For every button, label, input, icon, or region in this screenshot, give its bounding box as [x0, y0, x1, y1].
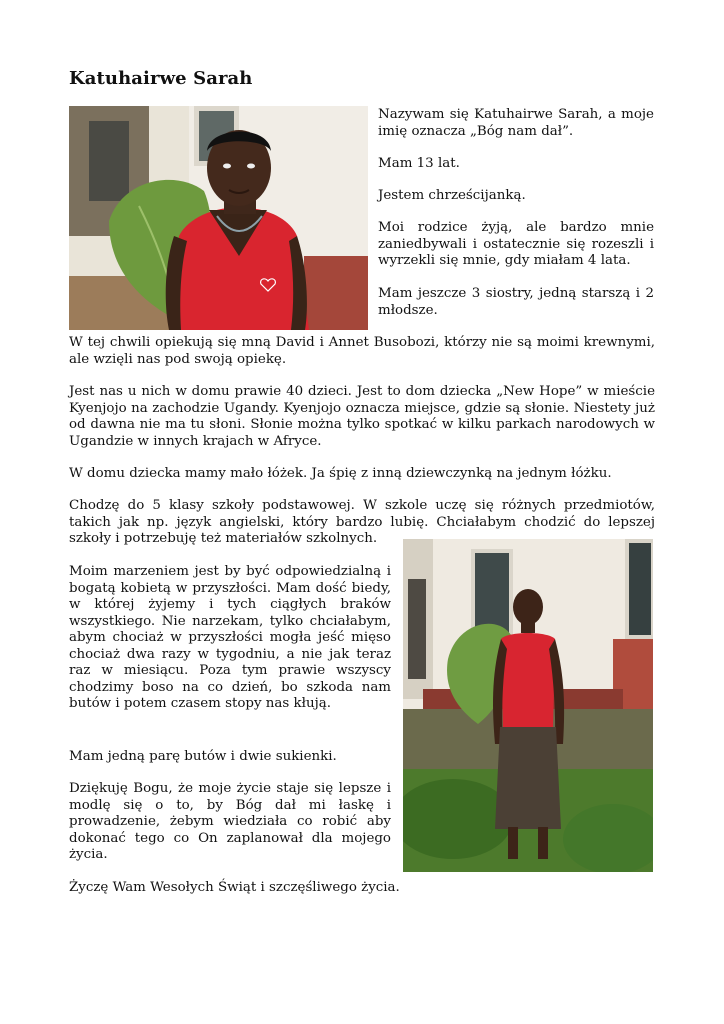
- intro-paragraph: Nazywam się Katuhairwe Sarah, a moje imię oznacza „Bóg nam dał”.: [378, 107, 654, 139]
- clothes-paragraph: Mam jedną parę butów i dwie sukienki.: [69, 749, 337, 764]
- faith-paragraph: Jestem chrześcijanką.: [378, 188, 526, 203]
- caretakers-paragraph: W tej chwili opiekują się mną David i Annet Busobozi, którzy nie są moimi krewnymi, ale wzięli nas pod swoją opiekę.: [69, 335, 655, 367]
- page-title: Katuhairwe Sarah: [69, 68, 253, 89]
- girl-full-body-photo: [403, 539, 653, 872]
- dream-paragraph: Moim marzeniem jest by być odpowiedzialną i bogatą kobietą w przyszłości. Mam dość biedy, w której żyjemy i tych ciągłych braków wszystkiego. Nie narzekam, tylko chciałabym, abym chociaż w przyszłości mogła jeść mięso chociaż dwa razy w tygodniu, a nie jak teraz raz w miesiącu. Poza tym prawie wszyscy chodzimy boso na co dzień, bo szkoda nam butów i potem czasem stopy nas kłują.: [69, 564, 391, 711]
- beds-paragraph: W domu dziecka mamy mało łóżek. Ja śpię z inną dziewczynką na jednym łóżku.: [69, 466, 612, 481]
- age-paragraph: Mam 13 lat.: [378, 156, 460, 171]
- thanks-paragraph: Dziękuję Bogu, że moje życie staje się lepsze i modlę się o to, by Bóg dał mi łaskę i prowadzenie, żebym wiedziała co robić aby dokonać tego co On zaplanował dla mojego życia.: [69, 781, 391, 862]
- sisters-paragraph: Mam jeszcze 3 siostry, jedną starszą i 2 młodsze.: [378, 286, 654, 318]
- girl-portrait-photo: [69, 106, 368, 330]
- school-paragraph: Chodzę do 5 klasy szkoły podstawowej. W szkole uczę się różnych przedmiotów, takich jak np. język angielski, który bardzo lubię. Chciałabym chodzić do lepszej szkoły i potrzebuję też materiałów szkolnych.: [69, 498, 655, 546]
- parents-paragraph: Moi rodzice żyją, ale bardzo mnie zaniedbywali i ostatecznie się rozeszli i wyrzekli się mnie, gdy miałam 4 lata.: [378, 220, 654, 268]
- orphanage-paragraph: Jest nas u nich w domu prawie 40 dzieci. Jest to dom dziecka „New Hope” w mieście Kyenjojo na zachodzie Ugandy. Kyenjojo oznacza miejsce, gdzie są słonie. Niestety już od dawna nie ma tu słoni. Słonie można tylko spotkać w kilku parkach narodowych w Ugandzie w innych krajach w Afryce.: [69, 384, 655, 449]
- wishes-paragraph: Życzę Wam Wesołych Świąt i szczęśliwego życia.: [69, 880, 400, 895]
